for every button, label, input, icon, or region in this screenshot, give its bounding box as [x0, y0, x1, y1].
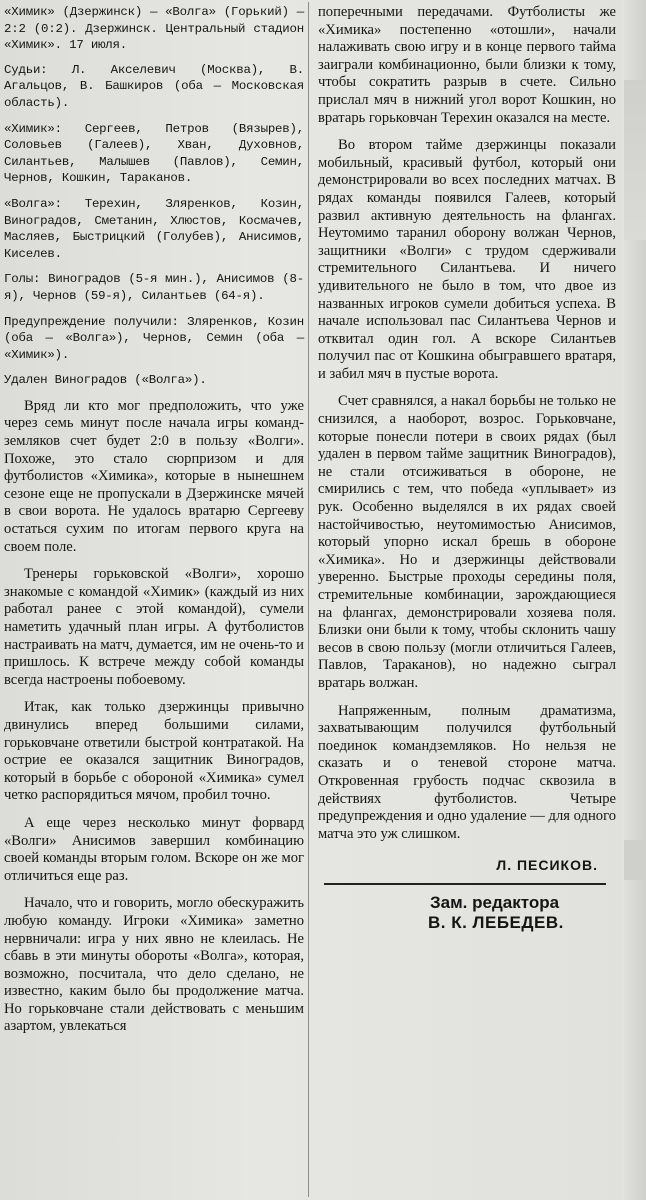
bleed-through-block — [624, 80, 646, 240]
article-paragraph: Напряженным, полным драматизма, захватывающим получился футбольный поединок командземляков. Но нельзя не сказать и о теневой стороне матча. Откровенная грубость подчас сквозила в действиях футболистов. Четыре предупреждения и одно удаление — для одного матча это уж слишком. — [318, 702, 616, 842]
author-signature: Л. ПЕСИКОВ. — [496, 857, 598, 874]
article-paragraph: Счет сравнялся, а накал борьбы не только не снизился, а наоборот, возрос. Горьковчане, которые понесли потери в своих рядах (был удален в первом тайме защитник Виноградов), не стали отсиживаться в обороне, не смирились с тем, что победа «уплывает» из рук. Особенно выделялся в их рядах своей настойчивостью, неутомимостью Анисимов, который упорно искал брешь в обороне «Химика». Но и дзержинцы действовали уверенно. Быстрые проходы середины поля, стремительные комбинации, зарождающиеся на флангах, демонстрировали хозяева поля. Близки они были к тому, чтобы склонить чашу весов в свою пользу (могли отличиться Галеев, Павлов, Тараканов), но надежно сыграл вратарь волжан. — [318, 393, 616, 691]
editor-title: Зам. редактора — [430, 892, 560, 912]
lineup-volga: «Волга»: Терехин, Зляренков, Козин, Виноградов, Сметанин, Хлюстов, Космачев, Масляев, Быстрицкий (Голубев), Анисимов, Киселев. — [4, 196, 304, 261]
article-paragraph: поперечными передачами. Футболисты же «Химика» постепенно «отошли», начали налаживать свою игру и в конце первого тайма заиграли комбинационно, были близки к тому, чтобы сократить разрыв в счете. Сильно прислал мяч в нижний угол ворот Кошкин, но вратарь горьковчан Терехин оказался на месте. — [318, 4, 616, 126]
article-paragraph: А еще через несколько минут форвард «Волги» Анисимов завершил комбинацию своей команды вторым голом. Вскоре он же мог отличиться еще раз. — [4, 814, 304, 884]
article-body-right — [318, 4, 616, 843]
goals: Голы: Виноградов (5-я мин.), Анисимов (8-я), Чернов (59-я), Силантьев (64-я). — [4, 272, 304, 303]
footer-rule — [324, 883, 606, 885]
editor-credit — [318, 893, 616, 933]
article-paragraph: Итак, как только дзержинцы привычно двинулись вперед большими силами, горьковчане ответили быстрой контратакой. На острие ее оказался защитник Виноградов, который в борьбе с обороной «Химика» сумел четко распорядиться мячом, пробил точно. — [4, 699, 304, 804]
warnings: Предупреждение получили: Зляренков, Козин (оба — «Волга»), Чернов, Семин (оба — «Химик»). — [4, 314, 304, 362]
adjacent-column-edge — [622, 0, 646, 1200]
score-line: «Химик» (Дзержинск) — «Волга» (Горький) — 2:2 (0:2). Дзержинск. Центральный стадион «Химик». 17 июля. — [4, 5, 304, 53]
article-paragraph: Тренеры горьковской «Волги», хорошо знакомые с командой «Химик» (каждый из них работал ранее с этой командой), сумели наметить удачный план игры. А футболистов настраивать на матч, думается, им не очень-то и пришлось. К встрече между собой команды всегда настроены побоевому. — [4, 566, 304, 688]
match-report — [4, 4, 304, 389]
left-column — [4, 4, 304, 1046]
right-column — [318, 4, 616, 933]
sent-off: Удален Виноградов («Волга»). — [4, 373, 207, 388]
article-body-left — [4, 398, 304, 1036]
editor-name: В. К. ЛЕБЕДЕВ. — [428, 912, 564, 932]
lineup-khimik: «Химик»: Сергеев, Петров (Вязырев), Соловьев (Галеев), Хван, Духовнов, Силантьев, Малышев (Павлов), Семин, Чернов, Кошкин, Тараканов. — [4, 121, 304, 186]
article-paragraph: Вряд ли кто мог предположить, что уже через семь минут после начала игры команд-земляков счет будет 2:0 в пользу «Волги». Похоже, это стало сюрпризом и для футболистов «Химика», которые в нынешнем сезоне еще не пропускали в Дзержинске мячей в свои ворота. Не удалось вратарю Сергееву остаться сухим по итогам первого круга на своем поле. — [4, 397, 304, 555]
referees: Судьи: Л. Акселевич (Москва), В. Агальцов, В. Башкиров (оба — Московская область). — [4, 62, 304, 110]
column-divider — [308, 2, 309, 1197]
article-paragraph: Во втором тайме дзержинцы показали мобильный, красивый футбол, который они демонстрировали во всех последних матчах. В рядах команды появился Галеев, который развил активную деятельность на флангах. Неутомимо таранил оборону волжан Чернов, защитники «Волги» с трудом сдерживали стремительного Силантьева. И ничего удивительного не было в том, что двое из названных игроков сумели добиться успеха. В начале использовал пас Силантьева Чернов и отквитал один гол. А вскоре Силантьев получил пас от Кошкина обыгравшего вратаря, и забил мяч в пустые ворота. — [318, 137, 616, 382]
bleed-through-block — [624, 840, 646, 880]
article-paragraph: Начало, что и говорить, могло обескуражить любую команду. Игроки «Химика» заметно нервничали: игра у них явно не клеилась. Не сбавь в эти минуты обороты «Волга», которая, возможно, посчитала, что дело сделано, не известно, каким было бы продолжение матча. Но горьковчане стали действовать с меньшим азартом, увлекаться — [4, 895, 304, 1035]
